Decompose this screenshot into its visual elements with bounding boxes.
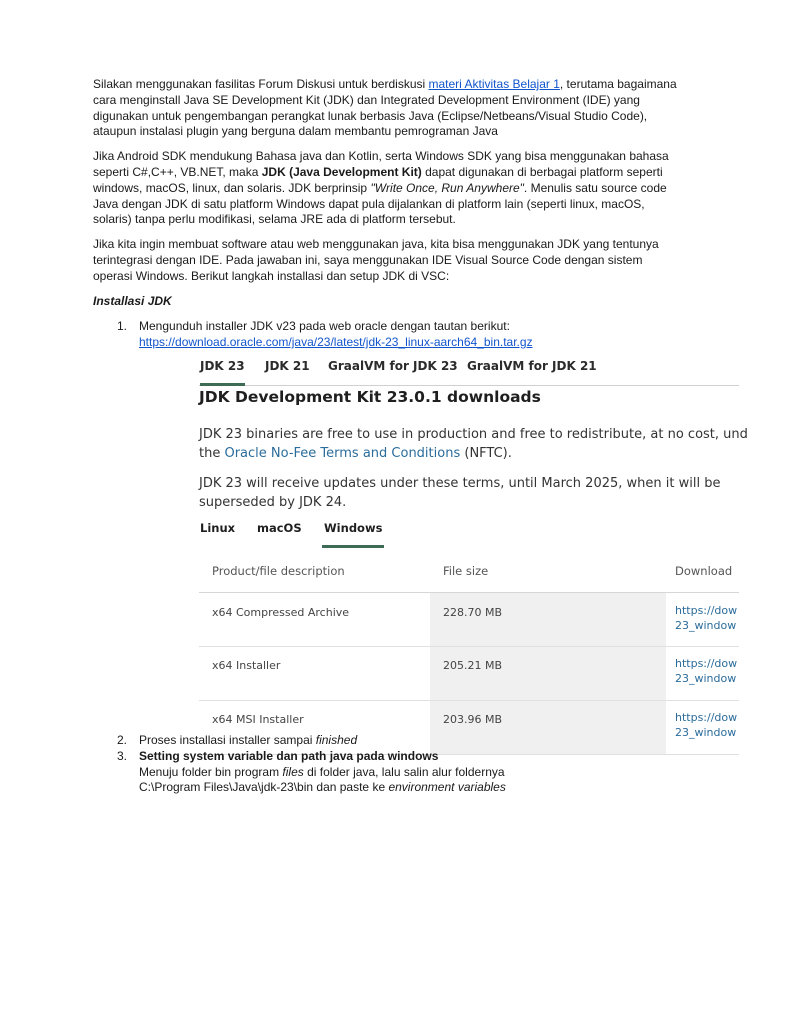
file-size: 228.70 MB	[443, 605, 503, 619]
jdk-version-tabs	[199, 359, 739, 386]
steps-list	[93, 319, 748, 796]
intro-text: dapat digunakan di berbagai platform seperti windows, macOS, linux, dan solaris. JDK berprinsip	[93, 164, 663, 195]
download-link[interactable]	[675, 656, 737, 686]
tab-graalvm-21[interactable]: GraalVM for JDK 21	[467, 358, 597, 373]
jdk-bold-text: JDK (Java Development Kit)	[261, 164, 422, 179]
step-text: Mengunduh installer JDK v23 pada web oracle dengan tautan berikut:	[139, 319, 510, 334]
description-line: JDK 23 will receive updates under these terms, until March 2025, when it will be	[199, 475, 721, 491]
step-bold-text: Setting system variable dan path java pada windows	[139, 748, 439, 763]
download-link-line[interactable]: https://dow	[675, 710, 738, 724]
file-size: 203.96 MB	[443, 712, 503, 726]
table-header	[199, 550, 739, 593]
update-description	[199, 474, 720, 512]
description-text: (NFTC).	[460, 445, 512, 461]
step-text-part: Menuju folder bin program	[139, 764, 283, 779]
column-header-description: Product/file description	[212, 563, 345, 578]
download-link-line[interactable]: 23_window	[675, 618, 737, 632]
motto-italic-text: "Write Once, Run Anywhere"	[370, 180, 524, 195]
tab-jdk-21[interactable]: JDK 21	[265, 358, 310, 373]
section-title: Installasi JDK	[93, 293, 172, 308]
nftc-link[interactable]: Oracle No-Fee Terms and Conditions	[224, 445, 461, 461]
step-italic-text: environment variables	[388, 780, 506, 795]
downloads-heading: JDK Development Kit 23.0.1 downloads	[199, 387, 541, 406]
file-size: 205.21 MB	[443, 658, 503, 672]
intro-text: , terutama bagaimana cara menginstall Java SE Development Kit (JDK) dan Integrated Development Environment (IDE) yang digunakan untuk pengembangan perangkat lunak berbasis Java (Eclipse/Netbeans/Visual Studio Code), ataupun instalasi plugin yang berguna dalam membantu pemrograman Java	[93, 77, 677, 139]
step-text-part: C:\Program Files\Java\jdk-23\bin dan paste ke	[139, 780, 389, 795]
download-link[interactable]	[675, 710, 737, 740]
download-link-line[interactable]: 23_window	[675, 671, 737, 685]
download-link-line[interactable]: 23_window	[675, 725, 737, 739]
tab-macos[interactable]: macOS	[257, 520, 302, 535]
download-link-line[interactable]: https://dow	[675, 603, 738, 617]
step-text-part: di folder java, lalu salin alur foldernya	[303, 764, 505, 779]
step-italic-text: files	[282, 764, 304, 779]
license-description	[199, 425, 799, 463]
file-description: x64 Installer	[212, 658, 281, 672]
step-text: Proses installasi installer sampai	[139, 732, 316, 747]
download-link-line[interactable]: https://dow	[675, 656, 738, 670]
intro-paragraph-1	[93, 77, 683, 140]
download-link[interactable]	[675, 603, 737, 633]
tab-graalvm-23[interactable]: GraalVM for JDK 23	[328, 358, 458, 373]
file-description: x64 MSI Installer	[212, 712, 304, 726]
step-text	[139, 780, 683, 796]
step-1	[93, 319, 748, 739]
intro-paragraph-2	[93, 149, 683, 228]
tab-linux[interactable]: Linux	[200, 520, 236, 535]
step-text	[139, 765, 683, 781]
step-2	[93, 733, 683, 749]
table-row	[199, 647, 739, 701]
description-line	[199, 444, 799, 463]
column-header-size: File size	[443, 563, 489, 578]
intro-text: Jika Android SDK mendukung Bahasa java dan Kotlin, serta Windows SDK yang bisa menggunakan bahasa seperti C#,C++, VB.NET, maka	[93, 149, 669, 179]
step-title	[139, 749, 683, 765]
step-3	[93, 749, 683, 796]
intro-text: . Menulis satu source code Java dengan JDK di satu platform Windows dapat pula dijalankan di platform lain (seperti linux, macOS, solaris) tanpa perlu modifikasi, selama JRE ada di platform tersebut.	[93, 180, 667, 227]
description-line: superseded by JDK 24.	[199, 494, 347, 510]
step-italic-text: finished	[315, 732, 358, 747]
os-tabs	[199, 519, 739, 547]
oracle-download-screenshot	[199, 358, 748, 739]
materi-link[interactable]: materi Aktivitas Belajar 1	[428, 77, 560, 91]
tab-jdk-23[interactable]: JDK 23	[200, 358, 245, 373]
step-number: 1.	[117, 319, 128, 334]
step-number: 3.	[117, 748, 128, 763]
intro-text: Silakan menggunakan fasilitas Forum Diskusi untuk berdiskusi	[93, 77, 429, 91]
column-header-download: Download	[675, 563, 733, 578]
description-text: the	[199, 445, 225, 461]
step-number: 2.	[117, 732, 128, 747]
file-description: x64 Compressed Archive	[212, 605, 350, 619]
description-line: JDK 23 binaries are free to use in production and free to redistribute, at no cost, und	[199, 426, 748, 442]
tab-windows[interactable]: Windows	[324, 520, 383, 535]
downloads-table	[199, 550, 739, 740]
intro-paragraph-3: Jika kita ingin membuat software atau web menggunakan java, kita bisa menggunakan JDK yang tentunya terintegrasi dengan IDE. Pada jawaban ini, saya menggunakan IDE Visual Source Code dengan sistem operasi Windows. Berikut langkah installasi dan setup JDK di VSC:	[93, 237, 659, 283]
document-page	[93, 77, 748, 796]
jdk-download-link[interactable]: https://download.oracle.com/java/23/latest/jdk-23_linux-aarch64_bin.tar.gz	[139, 335, 533, 350]
table-row	[199, 593, 739, 647]
